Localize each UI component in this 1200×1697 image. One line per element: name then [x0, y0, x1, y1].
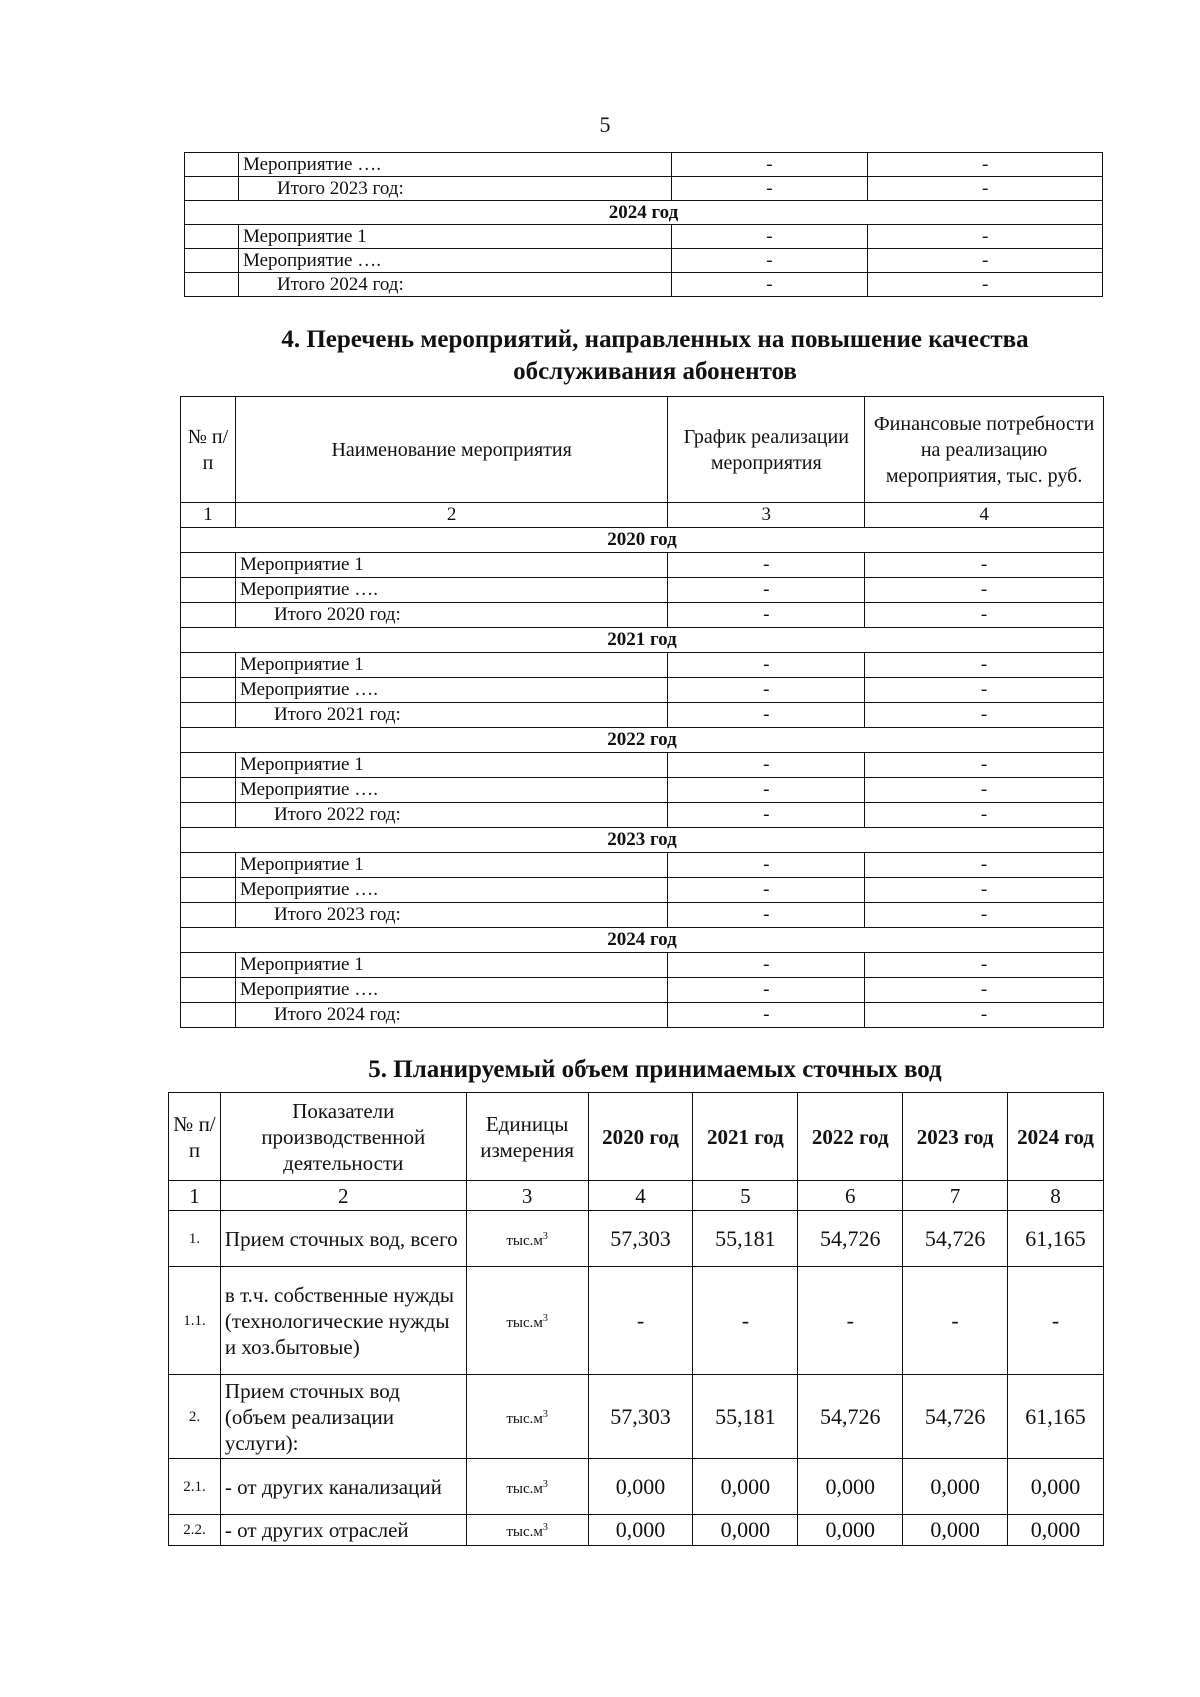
finance-cell: -	[865, 978, 1104, 1003]
measures-table	[180, 396, 1104, 1028]
finance-cell: -	[865, 703, 1104, 728]
indicator-name: Прием сточных вод (объем реализации услуги):	[220, 1375, 466, 1459]
table-row	[181, 753, 1104, 778]
col-number: 2	[235, 503, 667, 528]
measure-name: Мероприятие 1	[235, 553, 667, 578]
section-4-title-line-2: обслуживания абонентов	[513, 358, 797, 385]
finance-cell: -	[868, 273, 1103, 297]
unit-text: тыс.м	[506, 1410, 543, 1427]
col-number: 8	[1008, 1181, 1104, 1211]
measure-name: Мероприятие 1	[235, 853, 667, 878]
schedule-cell: -	[668, 978, 865, 1003]
finance-cell: -	[865, 1003, 1104, 1028]
table-row	[169, 1211, 1104, 1267]
unit-exponent: 3	[542, 1230, 548, 1242]
value-2022: -	[798, 1267, 903, 1375]
table-row	[169, 1459, 1104, 1515]
measure-name: Мероприятие ….	[238, 153, 671, 177]
table-row	[181, 703, 1104, 728]
table-row	[181, 553, 1104, 578]
header-name: Наименование мероприятия	[235, 397, 667, 503]
col-number: 1	[181, 503, 236, 528]
value-2023: -	[903, 1267, 1008, 1375]
schedule-cell: -	[668, 803, 865, 828]
schedule-cell: -	[671, 225, 868, 249]
table-row	[181, 678, 1104, 703]
header-finance: Финансовые потребности на реализацию мероприятия, тыс. руб.	[865, 397, 1104, 503]
unit-cell	[466, 1267, 588, 1375]
unit-text: тыс.м	[506, 1480, 543, 1497]
schedule-cell: -	[671, 249, 868, 273]
year-label: 2020 год	[181, 528, 1104, 553]
col-number: 5	[693, 1181, 798, 1211]
table-row	[181, 778, 1104, 803]
year-label: 2024 год	[185, 201, 1103, 225]
value-2020: 0,000	[588, 1459, 693, 1515]
schedule-cell: -	[668, 603, 865, 628]
col-number: 7	[903, 1181, 1008, 1211]
measure-name: Мероприятие ….	[235, 678, 667, 703]
table-row	[181, 853, 1104, 878]
total-label: Итого 2023 год:	[235, 903, 667, 928]
header-2024: 2024 год	[1008, 1093, 1104, 1181]
unit-cell	[466, 1515, 588, 1546]
row-num: 1.	[169, 1211, 221, 1267]
value-2021: 0,000	[693, 1515, 798, 1546]
header-2022: 2022 год	[798, 1093, 903, 1181]
col-number: 4	[865, 503, 1104, 528]
unit-exponent: 3	[542, 1522, 548, 1533]
finance-cell: -	[865, 903, 1104, 928]
measure-name: Мероприятие ….	[235, 778, 667, 803]
indicator-name: в т.ч. собственные нужды (технологические нужды и хоз.бытовые)	[220, 1267, 466, 1375]
year-row	[181, 728, 1104, 753]
header-num: № п/п	[181, 397, 236, 503]
value-2021: 0,000	[693, 1459, 798, 1515]
year-row	[181, 628, 1104, 653]
year-label: 2021 год	[181, 628, 1104, 653]
header-2020: 2020 год	[588, 1093, 693, 1181]
wastewater-volume-table	[168, 1092, 1104, 1546]
total-label: Итого 2020 год:	[235, 603, 667, 628]
measure-name: Мероприятие ….	[238, 249, 671, 273]
finance-cell: -	[868, 225, 1103, 249]
finance-cell: -	[865, 678, 1104, 703]
schedule-cell: -	[671, 177, 868, 201]
finance-cell: -	[865, 778, 1104, 803]
year-row	[181, 828, 1104, 853]
col-number: 1	[169, 1181, 221, 1211]
value-2022: 54,726	[798, 1375, 903, 1459]
schedule-cell: -	[668, 678, 865, 703]
unit-exponent: 3	[542, 1478, 548, 1490]
value-2022: 0,000	[798, 1515, 903, 1546]
total-label: Итого 2022 год:	[235, 803, 667, 828]
value-2023: 0,000	[903, 1515, 1008, 1546]
schedule-cell: -	[668, 653, 865, 678]
schedule-cell: -	[668, 553, 865, 578]
unit-cell	[466, 1375, 588, 1459]
unit-exponent: 3	[542, 1408, 548, 1420]
value-2023: 54,726	[903, 1375, 1008, 1459]
total-label: Итого 2021 год:	[235, 703, 667, 728]
schedule-cell: -	[668, 1003, 865, 1028]
value-2020: 57,303	[588, 1375, 693, 1459]
finance-cell: -	[865, 853, 1104, 878]
value-2024: 0,000	[1008, 1515, 1104, 1546]
schedule-cell: -	[671, 153, 868, 177]
schedule-cell: -	[668, 578, 865, 603]
table-row	[169, 1267, 1104, 1375]
indicator-name: Прием сточных вод, всего	[220, 1211, 466, 1267]
schedule-cell: -	[668, 953, 865, 978]
col-number: 3	[668, 503, 865, 528]
table-row	[185, 177, 1103, 201]
page-number: 5	[599, 112, 611, 137]
row-num: 2.	[169, 1375, 221, 1459]
table-row	[181, 653, 1104, 678]
table-row	[181, 978, 1104, 1003]
unit-exponent: 3	[542, 1312, 548, 1324]
column-number-row	[181, 503, 1104, 528]
schedule-cell: -	[668, 703, 865, 728]
row-num: 2.2.	[169, 1515, 221, 1546]
year-label: 2024 год	[181, 928, 1104, 953]
measure-name: Мероприятие ….	[235, 878, 667, 903]
value-2021: -	[693, 1267, 798, 1375]
year-label: 2022 год	[181, 728, 1104, 753]
value-2023: 0,000	[903, 1459, 1008, 1515]
finance-cell: -	[865, 603, 1104, 628]
finance-cell: -	[865, 753, 1104, 778]
measure-name: Мероприятие 1	[235, 653, 667, 678]
finance-cell: -	[865, 553, 1104, 578]
value-2024: -	[1008, 1267, 1104, 1375]
header-2021: 2021 год	[693, 1093, 798, 1181]
unit-cell	[466, 1459, 588, 1515]
col-number: 4	[588, 1181, 693, 1211]
table-row	[181, 578, 1104, 603]
value-2021: 55,181	[693, 1375, 798, 1459]
value-2023: 54,726	[903, 1211, 1008, 1267]
value-2022: 0,000	[798, 1459, 903, 1515]
schedule-cell: -	[668, 853, 865, 878]
value-2020: 0,000	[588, 1515, 693, 1546]
header-unit: Единицы измерения	[466, 1093, 588, 1181]
schedule-cell: -	[668, 753, 865, 778]
col-number: 3	[466, 1181, 588, 1211]
row-num: 2.1.	[169, 1459, 221, 1515]
col-number: 2	[220, 1181, 466, 1211]
table-row	[185, 249, 1103, 273]
finance-cell: -	[865, 653, 1104, 678]
header-2023: 2023 год	[903, 1093, 1008, 1181]
unit-text: тыс.м	[506, 1314, 543, 1331]
table-row	[181, 1003, 1104, 1028]
column-number-row	[169, 1181, 1104, 1211]
finance-cell: -	[868, 249, 1103, 273]
finance-cell: -	[865, 803, 1104, 828]
total-label: Итого 2023 год:	[238, 177, 671, 201]
header-schedule: График реализации мероприятия	[668, 397, 865, 503]
table-row	[185, 225, 1103, 249]
table-row	[185, 273, 1103, 297]
year-row	[185, 201, 1103, 225]
value-2021: 55,181	[693, 1211, 798, 1267]
col-number: 6	[798, 1181, 903, 1211]
total-label: Итого 2024 год:	[235, 1003, 667, 1028]
schedule-cell: -	[668, 903, 865, 928]
schedule-cell: -	[668, 878, 865, 903]
measure-name: Мероприятие ….	[235, 578, 667, 603]
value-2024: 0,000	[1008, 1459, 1104, 1515]
row-num: 1.1.	[169, 1267, 221, 1375]
measure-name: Мероприятие 1	[238, 225, 671, 249]
header-indicator: Показатели производственной деятельности	[220, 1093, 466, 1181]
finance-cell: -	[865, 878, 1104, 903]
table-row	[181, 803, 1104, 828]
indicator-name: - от других отраслей	[220, 1515, 466, 1546]
section-5-title: 5. Планируемый объем принимаемых сточных вод	[368, 1056, 942, 1083]
table-row	[169, 1515, 1104, 1546]
finance-cell: -	[868, 153, 1103, 177]
year-row	[181, 928, 1104, 953]
section-4-title	[0, 324, 1200, 388]
section-4-title-line-1: 4. Перечень мероприятий, направленных на повышение качества	[281, 326, 1029, 353]
value-2020: -	[588, 1267, 693, 1375]
value-2024: 61,165	[1008, 1211, 1104, 1267]
unit-text: тыс.м	[506, 1524, 543, 1540]
schedule-cell: -	[668, 778, 865, 803]
measure-name: Мероприятие 1	[235, 953, 667, 978]
value-2020: 57,303	[588, 1211, 693, 1267]
unit-cell	[466, 1211, 588, 1267]
table-row	[181, 603, 1104, 628]
table-row	[185, 153, 1103, 177]
finance-cell: -	[868, 177, 1103, 201]
indicator-name: - от других канализаций	[220, 1459, 466, 1515]
continuation-table	[184, 152, 1103, 297]
year-row	[181, 528, 1104, 553]
value-2022: 54,726	[798, 1211, 903, 1267]
unit-text: тыс.м	[506, 1232, 543, 1249]
finance-cell: -	[865, 578, 1104, 603]
measure-name: Мероприятие 1	[235, 753, 667, 778]
header-row	[181, 397, 1104, 503]
finance-cell: -	[865, 953, 1104, 978]
total-label: Итого 2024 год:	[238, 273, 671, 297]
header-num: № п/п	[169, 1093, 221, 1181]
table-row	[181, 953, 1104, 978]
table-row	[181, 878, 1104, 903]
schedule-cell: -	[671, 273, 868, 297]
year-label: 2023 год	[181, 828, 1104, 853]
measure-name: Мероприятие ….	[235, 978, 667, 1003]
header-row	[169, 1093, 1104, 1181]
table-row	[169, 1375, 1104, 1459]
table-row	[181, 903, 1104, 928]
value-2024: 61,165	[1008, 1375, 1104, 1459]
